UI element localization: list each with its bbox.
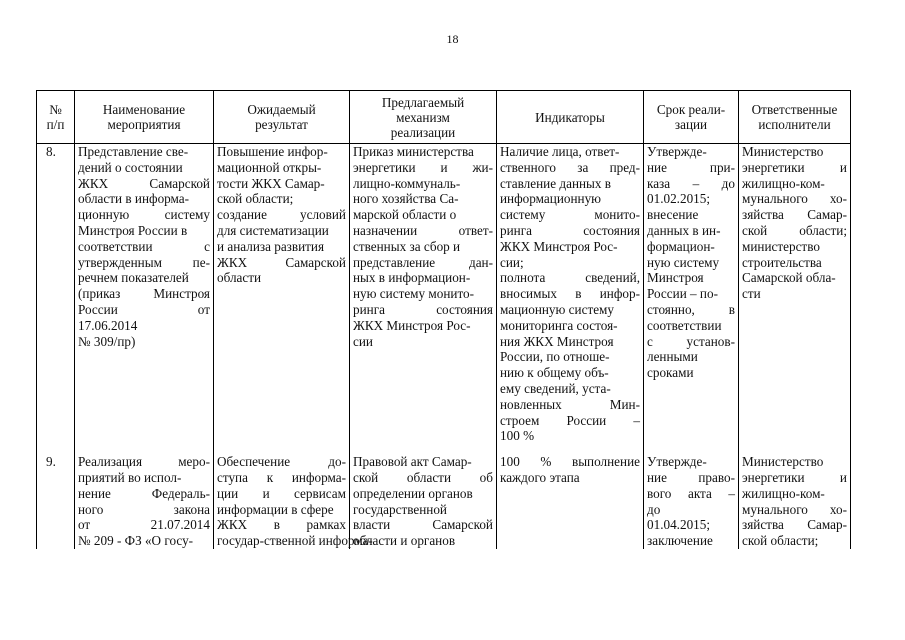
header-line: механизм [396, 109, 450, 125]
cell-line: соответствии [647, 317, 722, 333]
cell-line: Наличие лица, ответ- [500, 144, 620, 159]
header-line: № [49, 102, 62, 117]
cell-line: жилищно-ком- [742, 175, 825, 191]
cell-line: систему монито- [500, 207, 640, 223]
cell-line: ЖКХ в рамках [217, 517, 346, 533]
header-line: исполнители [758, 117, 831, 132]
cell-line: мунального хо- [742, 501, 847, 517]
header-line: зации [674, 117, 708, 132]
cell-line: утвержденным пе- [78, 254, 210, 270]
header-line: Срок реали- [656, 102, 726, 117]
cell-line: полнота сведений, [500, 270, 640, 286]
cell-line: ственного за пред- [500, 159, 640, 175]
cell-line: ЖКХ Минстроя Рос- [500, 238, 618, 254]
cell-line: области и органов [353, 533, 456, 549]
cell-line: Обеспечение до- [217, 454, 346, 470]
cell-line: энергетики и [742, 159, 847, 175]
cell-line: каждого этапа [500, 469, 580, 485]
cell-line: ринга состояния [353, 301, 493, 317]
cell-line: от 21.07.2014 [78, 517, 210, 533]
cell-line: России – по- [647, 286, 718, 302]
cell-line: назначении ответ- [353, 222, 493, 238]
cell-line: жилищно-ком- [742, 485, 825, 501]
page-number: 18 [446, 32, 459, 46]
cell-line: ЖКХ Самарской [217, 254, 346, 270]
cell-line: ЖКХ Самарской [78, 175, 210, 191]
cell-line: ему сведений, уста- [500, 380, 611, 396]
cell-line: строем России – [500, 412, 640, 428]
gap-cell [350, 444, 497, 454]
cell-name [75, 454, 214, 549]
cell-line: стоянно, в [647, 301, 735, 317]
row-gap [37, 444, 851, 454]
cell-executors [739, 454, 851, 549]
header-number [37, 91, 75, 144]
cell-line: власти Самарской [353, 517, 493, 533]
cell-line: строительства [742, 254, 822, 270]
cell-line: Правовой акт Самар- [353, 454, 472, 470]
row-number: 8. [37, 144, 75, 445]
cell-executors [739, 144, 851, 445]
cell-line: соответствии с [78, 238, 210, 254]
row-number: 9. [37, 454, 75, 549]
cell-line: нение Федераль- [78, 485, 210, 501]
cell-line: ской области; [742, 222, 847, 238]
cell-line: 100 % [500, 428, 535, 444]
gap-cell [37, 444, 75, 454]
gap-cell [739, 444, 851, 454]
cell-line: ской области об [353, 469, 493, 485]
cell-line: ринга состояния [500, 222, 640, 238]
cell-line: с установ- [647, 333, 735, 349]
gap-cell [497, 444, 644, 454]
cell-line: России, по отноше- [500, 349, 610, 365]
header-line: Наименование [102, 102, 186, 117]
cell-line: данных в ин- [647, 222, 721, 238]
cell-line: области в информа- [78, 191, 190, 207]
cell-line: вого акта – [647, 485, 735, 501]
cell-line: ного закона [78, 501, 210, 517]
cell-line: марской области о [353, 207, 457, 223]
cell-term [644, 454, 739, 549]
cell-line: ние право- [647, 469, 735, 485]
cell-line: нию к общему объ- [500, 365, 609, 381]
cell-line: формацион- [647, 238, 715, 254]
cell-line: сии [353, 333, 373, 349]
cell-line: создание условий [217, 207, 346, 223]
cell-line: сроками [647, 365, 694, 381]
cell-line: заключение [647, 533, 713, 549]
gap-cell [644, 444, 739, 454]
header-line: мероприятия [107, 117, 181, 132]
table-row [37, 454, 851, 549]
cell-line: государственной [353, 501, 447, 517]
cell-line: ленными [647, 349, 698, 365]
cell-line: приятий во испол- [78, 469, 182, 485]
cell-line: Представление све- [78, 144, 189, 159]
cell-line: ставление данных в [500, 175, 612, 191]
gap-cell [214, 444, 350, 454]
cell-line: энергетики и [742, 469, 847, 485]
cell-line: ции и сервисам [217, 485, 346, 501]
cell-line: зяйства Самар- [742, 517, 847, 533]
cell-line: Минстроя [647, 270, 704, 286]
cell-line: ную систему [647, 254, 720, 270]
cell-line: новленных Мин- [500, 396, 640, 412]
cell-line: до [647, 501, 661, 517]
header-term [644, 91, 739, 144]
cell-line: ния ЖКХ Минстроя [500, 333, 614, 349]
cell-line: 01.04.2015; [647, 517, 711, 533]
cell-line: мационную систему [500, 301, 614, 317]
cell-line: 17.06.2014 [78, 317, 138, 333]
cell-line: Реализация меро- [78, 454, 210, 470]
cell-line: определении органов [353, 485, 473, 501]
cell-line: зяйства Самар- [742, 207, 847, 223]
cell-line: мунального хо- [742, 191, 847, 207]
header-indicators [497, 91, 644, 144]
header-mechanism [350, 91, 497, 144]
header-executors [739, 91, 851, 144]
header-name [75, 91, 214, 144]
cell-line: информационную [500, 191, 602, 207]
cell-line: 01.02.2015; [647, 191, 711, 207]
cell-line: дений о состоянии [78, 159, 183, 175]
header-result [214, 91, 350, 144]
cell-line: ние при- [647, 159, 735, 175]
cell-term [644, 144, 739, 445]
cell-line: мационной откры- [217, 159, 322, 175]
cell-line: Утвержде- [647, 454, 707, 470]
cell-line: Приказ министерства [353, 144, 474, 159]
cell-line: тости ЖКХ Самар- [217, 175, 325, 191]
cell-line: (приказ Минстроя [78, 286, 210, 302]
cell-line: 100 % выполнение [500, 454, 640, 470]
table-header-row [37, 91, 851, 144]
table-body [37, 144, 851, 549]
cell-line: области [217, 270, 262, 286]
cell-line: энергетики и жи- [353, 159, 493, 175]
cell-mechanism [350, 144, 497, 445]
table-row [37, 144, 851, 445]
cell-name [75, 144, 214, 445]
cell-line: министерство [742, 238, 820, 254]
cell-line: представление дан- [353, 254, 493, 270]
cell-line: и анализа развития [217, 238, 325, 254]
cell-line: ской области; [217, 191, 294, 207]
cell-line: ного хозяйства Са- [353, 191, 459, 207]
cell-line: Министерство [742, 454, 824, 470]
cell-line: ской области; [742, 533, 819, 549]
cell-line: Утвержде- [647, 144, 707, 159]
cell-indicators [497, 454, 644, 549]
cell-line: № 209 - ФЗ «О госу- [78, 533, 194, 549]
cell-line: сти [742, 286, 761, 302]
cell-line: ционную систему [78, 207, 210, 223]
cell-line: Повышение инфор- [217, 144, 328, 159]
cell-line: ступа к информа- [217, 469, 346, 485]
activities-table [36, 90, 851, 549]
cell-line: России от [78, 301, 210, 317]
cell-result [214, 454, 373, 549]
cell-mechanism [350, 454, 497, 549]
header-line: Предлагаемый [381, 94, 465, 110]
cell-line: ных в информацион- [353, 270, 471, 286]
cell-line: № 309/пр) [78, 333, 136, 349]
cell-line: вносимых в инфор- [500, 286, 640, 302]
cell-line: ную систему монито- [353, 286, 475, 302]
cell-line: лищно-коммуналь- [353, 175, 461, 191]
cell-indicators [497, 144, 644, 445]
header-line: п/п [46, 117, 65, 132]
cell-line: ственных за сбор и [353, 238, 461, 254]
cell-line: ЖКХ Минстроя Рос- [353, 317, 471, 333]
cell-result [214, 144, 350, 445]
cell-line: информации в сфере [217, 501, 334, 517]
cell-line: сии; [500, 254, 524, 270]
header-line: Ответственные [751, 102, 838, 117]
cell-line: мониторинга состоя- [500, 317, 618, 333]
gap-cell [75, 444, 214, 454]
header-line: Индикаторы [535, 109, 605, 125]
cell-line: государ-ственной информа- [217, 533, 373, 549]
cell-line: каза – до [647, 175, 735, 191]
cell-line: речнем показателей [78, 270, 189, 286]
header-line: Ожидаемый [247, 102, 316, 117]
cell-line: внесение [647, 207, 699, 223]
cell-line: Минстроя России в [78, 222, 188, 238]
header-line: реализации [390, 124, 456, 140]
cell-line: для систематизации [217, 222, 329, 238]
cell-line: Министерство [742, 144, 824, 159]
cell-line: Самарской обла- [742, 270, 836, 286]
header-line: результат [255, 117, 308, 132]
